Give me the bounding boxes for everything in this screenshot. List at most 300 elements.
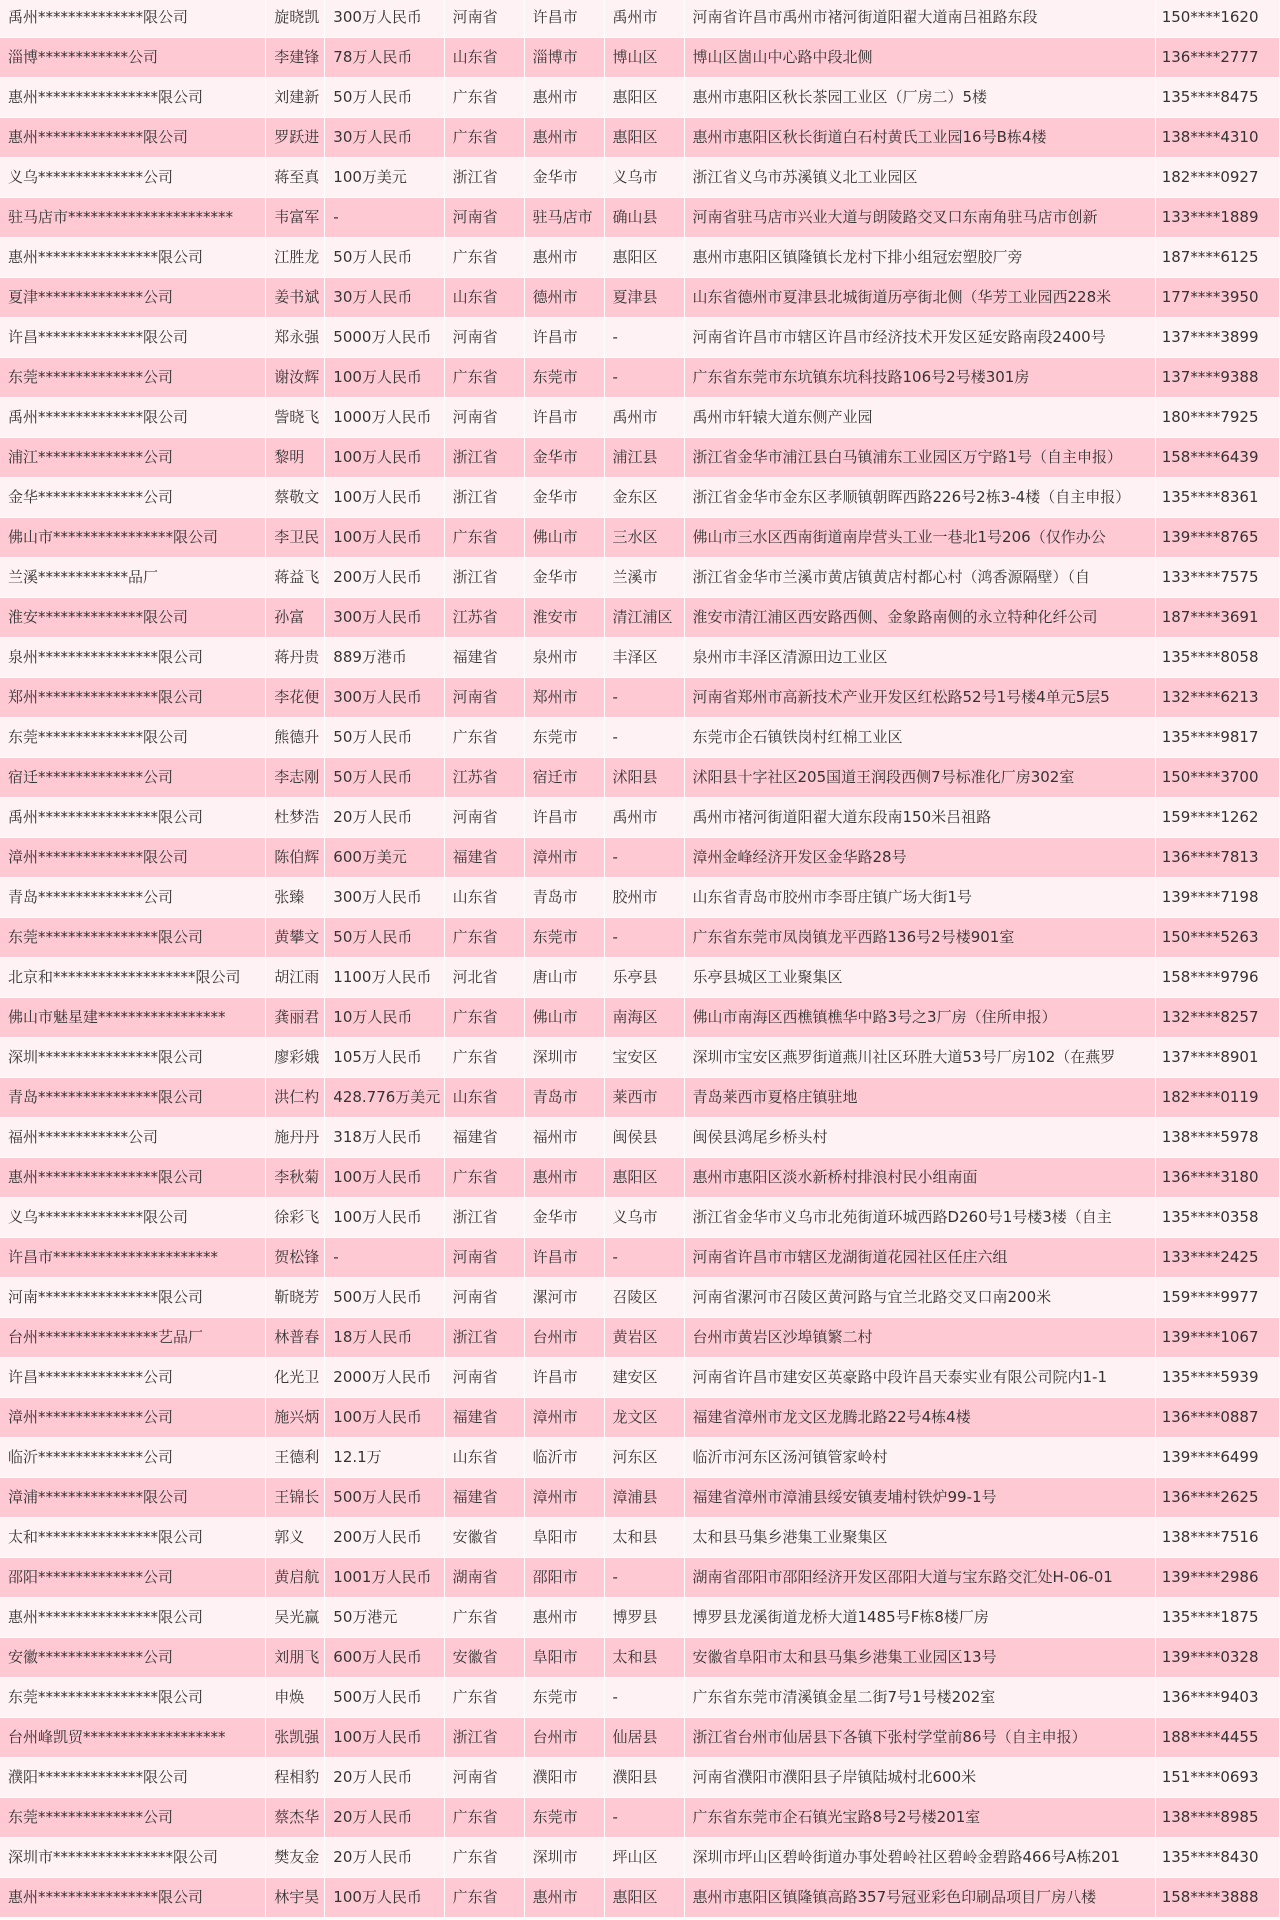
registered-capital-cell: 500万人民币 bbox=[325, 1678, 444, 1718]
phone-cell: 135****1875 bbox=[1155, 1598, 1279, 1638]
city-cell: 唐山市 bbox=[524, 958, 604, 998]
registered-capital-cell: 1001万人民币 bbox=[325, 1558, 444, 1598]
company-name-cell: 宿迁**************公司 bbox=[0, 758, 266, 798]
district-cell: 兰溪市 bbox=[604, 558, 684, 598]
table-row bbox=[0, 678, 1280, 718]
phone-cell: 135****8475 bbox=[1155, 78, 1279, 118]
phone-cell: 139****7198 bbox=[1155, 878, 1279, 918]
address-cell: 深圳市坪山区碧岭街道办事处碧岭社区碧岭金碧路466号A栋201 bbox=[684, 1838, 1155, 1878]
province-cell: 广东省 bbox=[444, 1158, 524, 1198]
province-cell: 河南省 bbox=[444, 398, 524, 438]
phone-cell: 182****0119 bbox=[1155, 1078, 1279, 1118]
legal-person-cell: 黄攀文 bbox=[266, 918, 325, 958]
city-cell: 金华市 bbox=[524, 1198, 604, 1238]
city-cell: 金华市 bbox=[524, 438, 604, 478]
table-row bbox=[0, 158, 1280, 198]
district-cell: - bbox=[604, 678, 684, 718]
legal-person-cell: 黎明 bbox=[266, 438, 325, 478]
table-row bbox=[0, 1758, 1280, 1798]
district-cell: 博山区 bbox=[604, 38, 684, 78]
registered-capital-cell: 50万人民币 bbox=[325, 78, 444, 118]
legal-person-cell: 靳晓芳 bbox=[266, 1278, 325, 1318]
company-name-cell: 东莞**************公司 bbox=[0, 1798, 266, 1838]
legal-person-cell: 罗跃进 bbox=[266, 118, 325, 158]
address-cell: 惠州市惠阳区淡水新桥村排浪村民小组南面 bbox=[684, 1158, 1155, 1198]
phone-cell: 150****5263 bbox=[1155, 918, 1279, 958]
company-name-cell: 台州峰凯贸******************* bbox=[0, 1718, 266, 1758]
province-cell: 山东省 bbox=[444, 1438, 524, 1478]
district-cell: 金东区 bbox=[604, 478, 684, 518]
registered-capital-cell: - bbox=[325, 1238, 444, 1278]
city-cell: 淄博市 bbox=[524, 38, 604, 78]
address-cell: 博山区崮山中心路中段北侧 bbox=[684, 38, 1155, 78]
province-cell: 广东省 bbox=[444, 238, 524, 278]
registered-capital-cell: 318万人民币 bbox=[325, 1118, 444, 1158]
company-name-cell: 佛山市魅星建***************** bbox=[0, 998, 266, 1038]
district-cell: 濮阳县 bbox=[604, 1758, 684, 1798]
city-cell: 漳州市 bbox=[524, 1478, 604, 1518]
city-cell: 佛山市 bbox=[524, 518, 604, 558]
table-row bbox=[0, 278, 1280, 318]
legal-person-cell: 刘朋飞 bbox=[266, 1638, 325, 1678]
table-row bbox=[0, 1718, 1280, 1758]
district-cell: 惠阳区 bbox=[604, 238, 684, 278]
registered-capital-cell: 300万人民币 bbox=[325, 598, 444, 638]
city-cell: 惠州市 bbox=[524, 1598, 604, 1638]
phone-cell: 139****0328 bbox=[1155, 1638, 1279, 1678]
legal-person-cell: 江胜龙 bbox=[266, 238, 325, 278]
district-cell: 南海区 bbox=[604, 998, 684, 1038]
phone-cell: 138****5978 bbox=[1155, 1118, 1279, 1158]
address-cell: 河南省许昌市市辖区许昌市经济技术开发区延安路南段2400号 bbox=[684, 318, 1155, 358]
province-cell: 福建省 bbox=[444, 838, 524, 878]
table-row bbox=[0, 558, 1280, 598]
province-cell: 浙江省 bbox=[444, 478, 524, 518]
province-cell: 浙江省 bbox=[444, 1318, 524, 1358]
phone-cell: 137****3899 bbox=[1155, 318, 1279, 358]
registered-capital-cell: 300万人民币 bbox=[325, 678, 444, 718]
registered-capital-cell: 200万人民币 bbox=[325, 558, 444, 598]
company-name-cell: 浦江**************公司 bbox=[0, 438, 266, 478]
registered-capital-cell: 20万人民币 bbox=[325, 798, 444, 838]
company-name-cell: 青岛**************公司 bbox=[0, 878, 266, 918]
city-cell: 金华市 bbox=[524, 158, 604, 198]
province-cell: 广东省 bbox=[444, 718, 524, 758]
registered-capital-cell: 100万人民币 bbox=[325, 1718, 444, 1758]
address-cell: 淮安市清江浦区西安路西侧、金象路南侧的永立特种化纤公司 bbox=[684, 598, 1155, 638]
company-name-cell: 义乌**************公司 bbox=[0, 158, 266, 198]
company-name-cell: 惠州****************限公司 bbox=[0, 78, 266, 118]
province-cell: 广东省 bbox=[444, 118, 524, 158]
province-cell: 江苏省 bbox=[444, 758, 524, 798]
province-cell: 安徽省 bbox=[444, 1638, 524, 1678]
city-cell: 台州市 bbox=[524, 1718, 604, 1758]
table-row bbox=[0, 1798, 1280, 1838]
table-row bbox=[0, 1518, 1280, 1558]
city-cell: 许昌市 bbox=[524, 318, 604, 358]
legal-person-cell: 熊德升 bbox=[266, 718, 325, 758]
legal-person-cell: 林普春 bbox=[266, 1318, 325, 1358]
registered-capital-cell: 18万人民币 bbox=[325, 1318, 444, 1358]
registered-capital-cell: 600万人民币 bbox=[325, 1638, 444, 1678]
district-cell: 禹州市 bbox=[604, 0, 684, 38]
address-cell: 惠州市惠阳区秋长街道白石村黄氏工业园16号B栋4楼 bbox=[684, 118, 1155, 158]
district-cell: 莱西市 bbox=[604, 1078, 684, 1118]
address-cell: 湖南省邵阳市邵阳经济开发区邵阳大道与宝东路交汇处H-06-01 bbox=[684, 1558, 1155, 1598]
phone-cell: 135****8430 bbox=[1155, 1838, 1279, 1878]
district-cell: 黄岩区 bbox=[604, 1318, 684, 1358]
province-cell: 河南省 bbox=[444, 318, 524, 358]
address-cell: 山东省德州市夏津县北城街道历亭街北侧（华芳工业园西228米 bbox=[684, 278, 1155, 318]
registered-capital-cell: 300万人民币 bbox=[325, 878, 444, 918]
registered-capital-cell: 50万人民币 bbox=[325, 718, 444, 758]
phone-cell: 158****9796 bbox=[1155, 958, 1279, 998]
district-cell: 闽侯县 bbox=[604, 1118, 684, 1158]
province-cell: 浙江省 bbox=[444, 558, 524, 598]
company-name-cell: 泉州****************限公司 bbox=[0, 638, 266, 678]
district-cell: 龙文区 bbox=[604, 1398, 684, 1438]
registered-capital-cell: 300万人民币 bbox=[325, 0, 444, 38]
province-cell: 广东省 bbox=[444, 1798, 524, 1838]
district-cell: 义乌市 bbox=[604, 158, 684, 198]
address-cell: 广东省东莞市东坑镇东坑科技路106号2号楼301房 bbox=[684, 358, 1155, 398]
company-name-cell: 深圳****************限公司 bbox=[0, 1038, 266, 1078]
phone-cell: 135****8361 bbox=[1155, 478, 1279, 518]
province-cell: 浙江省 bbox=[444, 158, 524, 198]
city-cell: 深圳市 bbox=[524, 1838, 604, 1878]
address-cell: 佛山市南海区西樵镇樵华中路3号之3厂房（住所申报） bbox=[684, 998, 1155, 1038]
province-cell: 山东省 bbox=[444, 878, 524, 918]
legal-person-cell: 施兴炳 bbox=[266, 1398, 325, 1438]
table-row bbox=[0, 718, 1280, 758]
company-name-cell: 台州****************艺品厂 bbox=[0, 1318, 266, 1358]
city-cell: 泉州市 bbox=[524, 638, 604, 678]
address-cell: 乐亭县城区工业聚集区 bbox=[684, 958, 1155, 998]
address-cell: 佛山市三水区西南街道南岸营头工业一巷北1号206（仅作办公 bbox=[684, 518, 1155, 558]
address-cell: 博罗县龙溪街道龙桥大道1485号F栋8楼厂房 bbox=[684, 1598, 1155, 1638]
province-cell: 广东省 bbox=[444, 1038, 524, 1078]
phone-cell: 136****0887 bbox=[1155, 1398, 1279, 1438]
legal-person-cell: 徐彩飞 bbox=[266, 1198, 325, 1238]
phone-cell: 139****6499 bbox=[1155, 1438, 1279, 1478]
address-cell: 河南省许昌市市辖区龙湖街道花园社区任庄六组 bbox=[684, 1238, 1155, 1278]
district-cell: 惠阳区 bbox=[604, 1158, 684, 1198]
address-cell: 河南省许昌市建安区英豪路中段许昌天泰实业有限公司院内1-1 bbox=[684, 1358, 1155, 1398]
registered-capital-cell: 100万人民币 bbox=[325, 1198, 444, 1238]
address-cell: 浙江省台州市仙居县下各镇下张村学堂前86号（自主申报） bbox=[684, 1718, 1155, 1758]
table-row bbox=[0, 38, 1280, 78]
phone-cell: 182****0927 bbox=[1155, 158, 1279, 198]
city-cell: 驻马店市 bbox=[524, 198, 604, 238]
district-cell: 义乌市 bbox=[604, 1198, 684, 1238]
address-cell: 河南省漯河市召陵区黄河路与宜兰北路交叉口南200米 bbox=[684, 1278, 1155, 1318]
registered-capital-cell: 100万美元 bbox=[325, 158, 444, 198]
province-cell: 广东省 bbox=[444, 518, 524, 558]
phone-cell: 188****4455 bbox=[1155, 1718, 1279, 1758]
legal-person-cell: 蒋丹贵 bbox=[266, 638, 325, 678]
city-cell: 东莞市 bbox=[524, 1798, 604, 1838]
legal-person-cell: 郑永强 bbox=[266, 318, 325, 358]
phone-cell: 135****8058 bbox=[1155, 638, 1279, 678]
phone-cell: 180****7925 bbox=[1155, 398, 1279, 438]
province-cell: 河南省 bbox=[444, 678, 524, 718]
table-row bbox=[0, 838, 1280, 878]
registered-capital-cell: 105万人民币 bbox=[325, 1038, 444, 1078]
address-cell: 惠州市惠阳区秋长茶园工业区（厂房二）5楼 bbox=[684, 78, 1155, 118]
address-cell: 福建省漳州市龙文区龙腾北路22号4栋4楼 bbox=[684, 1398, 1155, 1438]
legal-person-cell: 化光卫 bbox=[266, 1358, 325, 1398]
registered-capital-cell: 200万人民币 bbox=[325, 1518, 444, 1558]
phone-cell: 159****9977 bbox=[1155, 1278, 1279, 1318]
district-cell: - bbox=[604, 358, 684, 398]
company-name-cell: 漳州**************限公司 bbox=[0, 838, 266, 878]
company-name-cell: 惠州****************限公司 bbox=[0, 1878, 266, 1918]
registered-capital-cell: 600万美元 bbox=[325, 838, 444, 878]
province-cell: 河北省 bbox=[444, 958, 524, 998]
company-name-cell: 临沂**************公司 bbox=[0, 1438, 266, 1478]
table-row bbox=[0, 198, 1280, 238]
registered-capital-cell: 10万人民币 bbox=[325, 998, 444, 1038]
company-name-cell: 漳州**************公司 bbox=[0, 1398, 266, 1438]
district-cell: 浦江县 bbox=[604, 438, 684, 478]
address-cell: 广东省东莞市清溪镇金星二街7号1号楼202室 bbox=[684, 1678, 1155, 1718]
registered-capital-cell: 30万人民币 bbox=[325, 118, 444, 158]
phone-cell: 139****1067 bbox=[1155, 1318, 1279, 1358]
province-cell: 湖南省 bbox=[444, 1558, 524, 1598]
legal-person-cell: 王德利 bbox=[266, 1438, 325, 1478]
table-row bbox=[0, 598, 1280, 638]
registered-capital-cell: 78万人民币 bbox=[325, 38, 444, 78]
company-name-cell: 淄博************公司 bbox=[0, 38, 266, 78]
address-cell: 台州市黄岩区沙埠镇繁二村 bbox=[684, 1318, 1155, 1358]
table-row bbox=[0, 638, 1280, 678]
table-row bbox=[0, 1078, 1280, 1118]
legal-person-cell: 吴光赢 bbox=[266, 1598, 325, 1638]
province-cell: 广东省 bbox=[444, 358, 524, 398]
district-cell: 禹州市 bbox=[604, 798, 684, 838]
table-row bbox=[0, 918, 1280, 958]
city-cell: 金华市 bbox=[524, 478, 604, 518]
company-name-cell: 许昌**************公司 bbox=[0, 1358, 266, 1398]
address-cell: 临沂市河东区汤河镇管家岭村 bbox=[684, 1438, 1155, 1478]
city-cell: 惠州市 bbox=[524, 78, 604, 118]
district-cell: 禹州市 bbox=[604, 398, 684, 438]
city-cell: 邵阳市 bbox=[524, 1558, 604, 1598]
table-row bbox=[0, 1678, 1280, 1718]
district-cell: 仙居县 bbox=[604, 1718, 684, 1758]
phone-cell: 133****2425 bbox=[1155, 1238, 1279, 1278]
address-cell: 沭阳县十字社区205国道王润段西侧7号标准化厂房302室 bbox=[684, 758, 1155, 798]
legal-person-cell: 郭义 bbox=[266, 1518, 325, 1558]
city-cell: 东莞市 bbox=[524, 918, 604, 958]
address-cell: 河南省许昌市禹州市褚河街道阳翟大道南吕祖路东段 bbox=[684, 0, 1155, 38]
phone-cell: 150****3700 bbox=[1155, 758, 1279, 798]
district-cell: - bbox=[604, 918, 684, 958]
registered-capital-cell: 100万人民币 bbox=[325, 1878, 444, 1918]
table-row bbox=[0, 1638, 1280, 1678]
province-cell: 河南省 bbox=[444, 0, 524, 38]
company-name-cell: 惠州****************限公司 bbox=[0, 1598, 266, 1638]
legal-person-cell: 陈伯辉 bbox=[266, 838, 325, 878]
district-cell: - bbox=[604, 718, 684, 758]
city-cell: 临沂市 bbox=[524, 1438, 604, 1478]
district-cell: 河东区 bbox=[604, 1438, 684, 1478]
company-name-cell: 许昌市********************** bbox=[0, 1238, 266, 1278]
company-name-cell: 淮安**************限公司 bbox=[0, 598, 266, 638]
table-row bbox=[0, 998, 1280, 1038]
phone-cell: 133****1889 bbox=[1155, 198, 1279, 238]
table-row bbox=[0, 1158, 1280, 1198]
table-row bbox=[0, 758, 1280, 798]
address-cell: 太和县马集乡港集工业聚集区 bbox=[684, 1518, 1155, 1558]
legal-person-cell: 杜梦浩 bbox=[266, 798, 325, 838]
district-cell: 漳浦县 bbox=[604, 1478, 684, 1518]
phone-cell: 139****8765 bbox=[1155, 518, 1279, 558]
registered-capital-cell: 100万人民币 bbox=[325, 478, 444, 518]
district-cell: 胶州市 bbox=[604, 878, 684, 918]
registered-capital-cell: 50万人民币 bbox=[325, 918, 444, 958]
district-cell: 太和县 bbox=[604, 1518, 684, 1558]
legal-person-cell: 龚丽君 bbox=[266, 998, 325, 1038]
legal-person-cell: 黄启航 bbox=[266, 1558, 325, 1598]
table-row bbox=[0, 78, 1280, 118]
address-cell: 禹州市褚河街道阳翟大道东段南150米吕祖路 bbox=[684, 798, 1155, 838]
registered-capital-cell: 1100万人民币 bbox=[325, 958, 444, 998]
company-name-cell: 兰溪************品厂 bbox=[0, 558, 266, 598]
province-cell: 河南省 bbox=[444, 798, 524, 838]
district-cell: 三水区 bbox=[604, 518, 684, 558]
legal-person-cell: 施丹丹 bbox=[266, 1118, 325, 1158]
company-name-cell: 禹州**************限公司 bbox=[0, 0, 266, 38]
address-cell: 河南省驻马店市兴业大道与朗陵路交叉口东南角驻马店市创新 bbox=[684, 198, 1155, 238]
district-cell: - bbox=[604, 838, 684, 878]
district-cell: 宝安区 bbox=[604, 1038, 684, 1078]
district-cell: 建安区 bbox=[604, 1358, 684, 1398]
registered-capital-cell: 2000万人民币 bbox=[325, 1358, 444, 1398]
province-cell: 福建省 bbox=[444, 638, 524, 678]
district-cell: 清江浦区 bbox=[604, 598, 684, 638]
legal-person-cell: 程相豹 bbox=[266, 1758, 325, 1798]
table-row bbox=[0, 1318, 1280, 1358]
district-cell: - bbox=[604, 318, 684, 358]
table-row bbox=[0, 958, 1280, 998]
company-name-cell: 安徽**************公司 bbox=[0, 1638, 266, 1678]
phone-cell: 136****2625 bbox=[1155, 1478, 1279, 1518]
address-cell: 广东省东莞市凤岗镇龙平西路136号2号楼901室 bbox=[684, 918, 1155, 958]
phone-cell: 158****6439 bbox=[1155, 438, 1279, 478]
legal-person-cell: 胡江雨 bbox=[266, 958, 325, 998]
registered-capital-cell: 20万人民币 bbox=[325, 1798, 444, 1838]
company-name-cell: 东莞**************限公司 bbox=[0, 718, 266, 758]
company-name-cell: 禹州**************限公司 bbox=[0, 398, 266, 438]
city-cell: 德州市 bbox=[524, 278, 604, 318]
city-cell: 东莞市 bbox=[524, 718, 604, 758]
district-cell: 沭阳县 bbox=[604, 758, 684, 798]
city-cell: 许昌市 bbox=[524, 1238, 604, 1278]
city-cell: 宿迁市 bbox=[524, 758, 604, 798]
district-cell: 夏津县 bbox=[604, 278, 684, 318]
phone-cell: 158****3888 bbox=[1155, 1878, 1279, 1918]
phone-cell: 150****1620 bbox=[1155, 0, 1279, 38]
registered-capital-cell: 100万人民币 bbox=[325, 1158, 444, 1198]
registered-capital-cell: 50万人民币 bbox=[325, 238, 444, 278]
province-cell: 广东省 bbox=[444, 918, 524, 958]
company-name-cell: 东莞****************限公司 bbox=[0, 1678, 266, 1718]
company-name-cell: 惠州****************限公司 bbox=[0, 238, 266, 278]
registered-capital-cell: 500万人民币 bbox=[325, 1478, 444, 1518]
phone-cell: 133****7575 bbox=[1155, 558, 1279, 598]
company-name-cell: 青岛****************限公司 bbox=[0, 1078, 266, 1118]
city-cell: 台州市 bbox=[524, 1318, 604, 1358]
address-cell: 山东省青岛市胶州市李哥庄镇广场大街1号 bbox=[684, 878, 1155, 918]
table-row bbox=[0, 878, 1280, 918]
city-cell: 阜阳市 bbox=[524, 1518, 604, 1558]
registered-capital-cell: 100万人民币 bbox=[325, 1398, 444, 1438]
province-cell: 河南省 bbox=[444, 198, 524, 238]
city-cell: 深圳市 bbox=[524, 1038, 604, 1078]
phone-cell: 159****1262 bbox=[1155, 798, 1279, 838]
city-cell: 金华市 bbox=[524, 558, 604, 598]
province-cell: 河南省 bbox=[444, 1278, 524, 1318]
address-cell: 浙江省金华市义乌市北苑街道环城西路D260号1号楼3楼（自主 bbox=[684, 1198, 1155, 1238]
table-row bbox=[0, 1398, 1280, 1438]
registered-capital-cell: 100万人民币 bbox=[325, 358, 444, 398]
address-cell: 浙江省金华市兰溪市黄店镇黄店村都心村（鸿香源隔壁）（自 bbox=[684, 558, 1155, 598]
city-cell: 青岛市 bbox=[524, 878, 604, 918]
legal-person-cell: 张臻 bbox=[266, 878, 325, 918]
phone-cell: 135****0358 bbox=[1155, 1198, 1279, 1238]
company-name-cell: 驻马店市********************** bbox=[0, 198, 266, 238]
address-cell: 惠州市惠阳区镇隆镇长龙村下排小组冠宏塑胶厂旁 bbox=[684, 238, 1155, 278]
company-name-cell: 惠州**************限公司 bbox=[0, 118, 266, 158]
registered-capital-cell: 428.776万美元 bbox=[325, 1078, 444, 1118]
table-row bbox=[0, 118, 1280, 158]
registered-capital-cell: 50万港元 bbox=[325, 1598, 444, 1638]
registered-capital-cell: - bbox=[325, 198, 444, 238]
phone-cell: 139****2986 bbox=[1155, 1558, 1279, 1598]
address-cell: 浙江省义乌市苏溪镇义北工业园区 bbox=[684, 158, 1155, 198]
address-cell: 河南省濮阳市濮阳县子岸镇陆城村北600米 bbox=[684, 1758, 1155, 1798]
company-name-cell: 郑州****************限公司 bbox=[0, 678, 266, 718]
legal-person-cell: 洪仁杓 bbox=[266, 1078, 325, 1118]
province-cell: 山东省 bbox=[444, 1078, 524, 1118]
district-cell: 太和县 bbox=[604, 1638, 684, 1678]
address-cell: 泉州市丰泽区清源田边工业区 bbox=[684, 638, 1155, 678]
city-cell: 淮安市 bbox=[524, 598, 604, 638]
city-cell: 濮阳市 bbox=[524, 1758, 604, 1798]
registered-capital-cell: 50万人民币 bbox=[325, 758, 444, 798]
company-name-cell: 东莞**************公司 bbox=[0, 358, 266, 398]
address-cell: 青岛莱西市夏格庄镇驻地 bbox=[684, 1078, 1155, 1118]
province-cell: 福建省 bbox=[444, 1398, 524, 1438]
registered-capital-cell: 889万港币 bbox=[325, 638, 444, 678]
registered-capital-cell: 1000万人民币 bbox=[325, 398, 444, 438]
table-row bbox=[0, 798, 1280, 838]
registered-capital-cell: 30万人民币 bbox=[325, 278, 444, 318]
province-cell: 浙江省 bbox=[444, 1718, 524, 1758]
address-cell: 浙江省金华市金东区孝顺镇朝晖西路226号2栋3-4楼（自主申报） bbox=[684, 478, 1155, 518]
legal-person-cell: 蒋益飞 bbox=[266, 558, 325, 598]
province-cell: 河南省 bbox=[444, 1238, 524, 1278]
table-row bbox=[0, 1598, 1280, 1638]
province-cell: 江苏省 bbox=[444, 598, 524, 638]
company-name-cell: 濮阳**************限公司 bbox=[0, 1758, 266, 1798]
legal-person-cell: 訾晓飞 bbox=[266, 398, 325, 438]
registered-capital-cell: 100万人民币 bbox=[325, 438, 444, 478]
district-cell: 丰泽区 bbox=[604, 638, 684, 678]
table-row bbox=[0, 478, 1280, 518]
province-cell: 广东省 bbox=[444, 1878, 524, 1918]
